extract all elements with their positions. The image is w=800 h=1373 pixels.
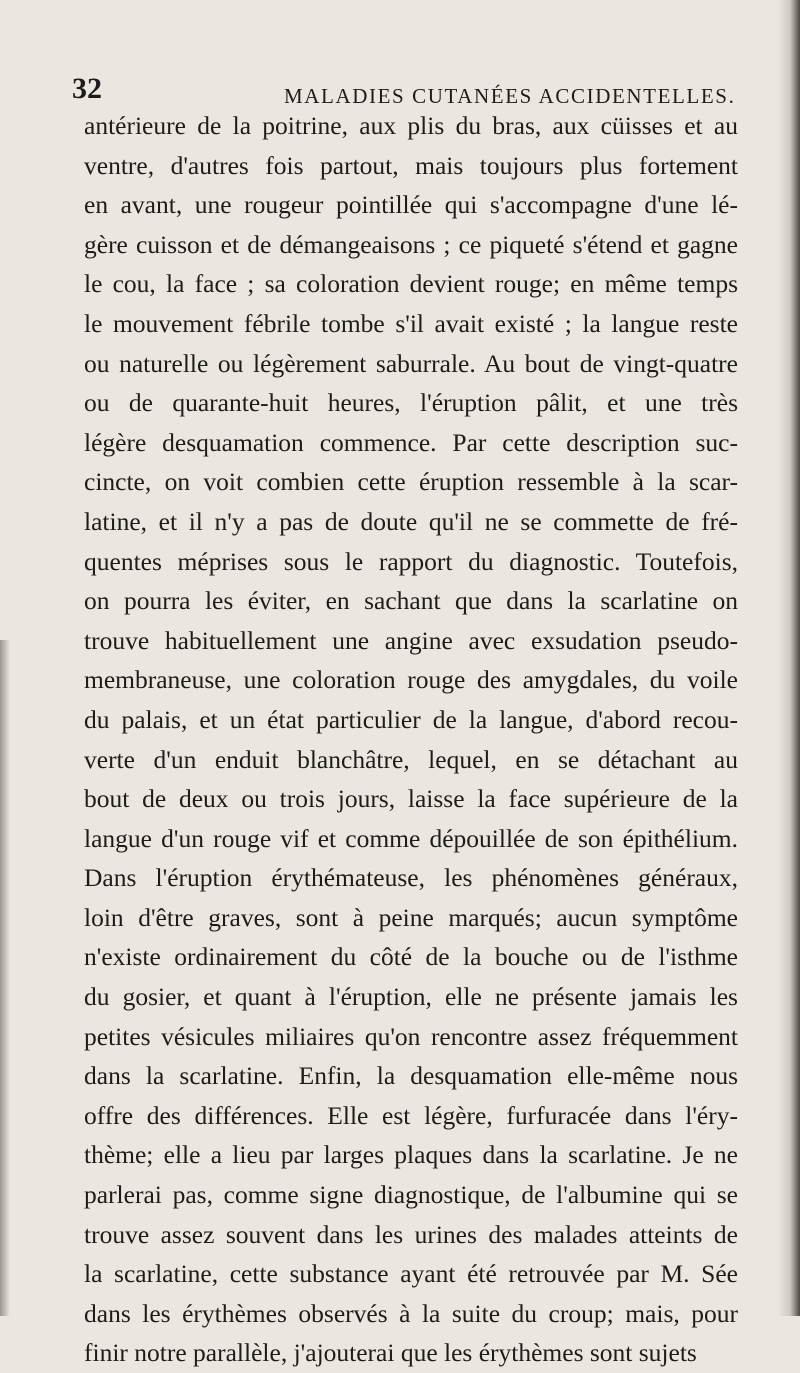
page-edge-shadow-right bbox=[778, 0, 800, 1316]
page-number: 32 bbox=[72, 72, 102, 105]
text-line: du gosier, et quant à l'éruption, elle ne présente jamais les bbox=[84, 982, 738, 1012]
running-title: MALADIES CUTANÉES ACCIDENTELLES. bbox=[284, 84, 736, 108]
text-line: finir notre parallèle, j'ajouterai que les érythèmes sont sujets bbox=[84, 1338, 697, 1368]
text-line: petites vésicules miliaires qu'on rencontre assez fréquemment bbox=[84, 1021, 738, 1051]
text-line: Dans l'éruption érythémateuse, les phénomènes généraux, bbox=[84, 863, 738, 893]
text-line: thème; elle a lieu par larges plaques dans la scarlatine. Je ne bbox=[84, 1140, 738, 1170]
text-line: trouve assez souvent dans les urines des malades atteints de bbox=[84, 1219, 738, 1249]
text-line: dans la scarlatine. Enfin, la desquamation elle-même nous bbox=[84, 1061, 738, 1091]
text-line: loin d'être graves, sont à peine marqués; aucun symptôme bbox=[84, 902, 738, 932]
page-edge-shadow-left bbox=[0, 640, 10, 1316]
text-line: langue d'un rouge vif et comme dépouillée de son épithélium. bbox=[84, 823, 738, 853]
text-line: le mouvement fébrile tombe s'il avait existé ; la langue reste bbox=[84, 308, 738, 338]
text-line: n'existe ordinairement du côté de la bouche ou de l'isthme bbox=[84, 942, 738, 972]
text-line: légère desquamation commence. Par cette description suc- bbox=[84, 427, 738, 457]
text-line: antérieure de la poitrine, aux plis du bras, aux cüisses et au bbox=[84, 111, 738, 140]
text-line: quentes méprises sous le rapport du diagnostic. Toutefois, bbox=[84, 546, 738, 576]
text-line: trouve habituellement une angine avec exsudation pseudo- bbox=[84, 625, 738, 655]
text-line: bout de deux ou trois jours, laisse la face supérieure de la bbox=[84, 784, 738, 814]
text-line: membraneuse, une coloration rouge des amygdales, du voile bbox=[84, 665, 738, 695]
text-line: cincte, on voit combien cette éruption ressemble à la scar- bbox=[84, 467, 738, 497]
text-line: ventre, d'autres fois partout, mais toujours plus fortement bbox=[84, 150, 738, 180]
text-line: dans les érythèmes observés à la suite du croup; mais, pour bbox=[84, 1298, 738, 1328]
text-line: du palais, et un état particulier de la langue, d'abord recou- bbox=[84, 704, 738, 734]
text-line: ou de quarante-huit heures, l'éruption pâlit, et une très bbox=[84, 388, 738, 418]
body-text bbox=[84, 106, 738, 1373]
text-line: offre des différences. Elle est légère, furfuracée dans l'éry- bbox=[84, 1100, 738, 1130]
text-line: en avant, une rougeur pointillée qui s'accompagne d'une lé- bbox=[84, 190, 738, 220]
text-line: gère cuisson et de démangeaisons ; ce piqueté s'étend et gagne bbox=[84, 229, 738, 259]
text-line: verte d'un enduit blanchâtre, lequel, en se détachant au bbox=[84, 744, 738, 774]
text-line: ou naturelle ou légèrement saburrale. Au bout de vingt-quatre bbox=[84, 348, 738, 378]
text-line: le cou, la face ; sa coloration devient rouge; en même temps bbox=[84, 269, 738, 299]
text-line: on pourra les éviter, en sachant que dans la scarlatine on bbox=[84, 586, 738, 616]
text-line: latine, et il n'y a pas de doute qu'il ne se commette de fré- bbox=[84, 506, 738, 536]
text-line: la scarlatine, cette substance ayant été retrouvée par M. Sée bbox=[84, 1259, 738, 1289]
text-line: parlerai pas, comme signe diagnostique, de l'albumine qui se bbox=[84, 1180, 738, 1210]
